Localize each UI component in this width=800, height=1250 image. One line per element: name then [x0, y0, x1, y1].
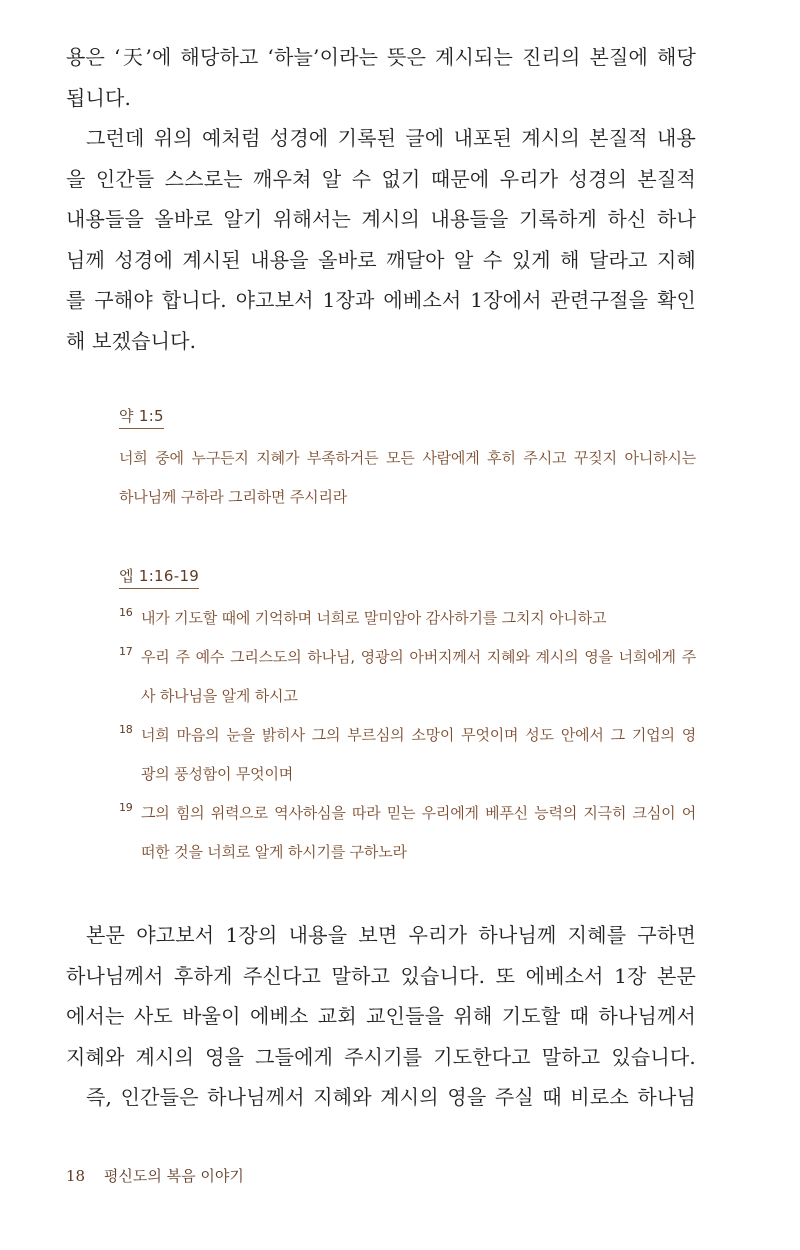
verse-number: 18: [119, 723, 133, 736]
scripture-quote-james: [119, 405, 696, 517]
scripture-quote-ephesians: [119, 565, 696, 872]
body-line: 님께 성경에 계시된 내용을 올바로 깨달아 알 수 있게 해 달라고 지혜: [66, 247, 696, 272]
page-number: 18: [66, 1167, 86, 1185]
body-line: 해 보겠습니다.: [66, 328, 197, 353]
body-line: 즉, 인간들은 하나님께서 지혜와 계시의 영을 주실 때 비로소 하나님: [86, 1085, 696, 1109]
book-page: [66, 0, 696, 1250]
body-line: 에서는 사도 바울이 에베소 교회 교인들을 위해 기도할 때 하나님께서: [66, 1004, 696, 1028]
verse-line: 우리 주 예수 그리스도의 하나님, 영광의 아버지께서 지혜와 계시의 영을 너희에게 주: [141, 648, 696, 666]
body-line: 를 구해야 합니다. 야고보서 1장과 에베소서 1장에서 관련구절을 확인: [66, 288, 696, 312]
verse-line: 그의 힘의 위력으로 역사하심을 따라 믿는 우리에게 베푸신 능력의 지극히 크심이 어: [141, 804, 696, 822]
verse-17: [119, 638, 696, 716]
scripture-reference: 약 1:5: [119, 405, 164, 429]
verse-line: 내가 기도할 때에 기억하며 너희로 말미암아 감사하기를 그치지 아니하고: [141, 609, 607, 627]
book-title: 평신도의 복음 이야기: [103, 1167, 244, 1185]
verse-16: [119, 599, 696, 638]
body-line: 내용들을 올바로 알기 위해서는 계시의 내용들을 기록하게 하신 하나: [66, 207, 696, 231]
body-line: 용은 ‘天’에 해당하고 ‘하늘’이라는 뜻은 계시되는 진리의 본질에 해당: [66, 45, 696, 69]
verse-line: 사 하나님을 알게 하시고: [141, 687, 298, 705]
verse-line: 떠한 것을 너희로 알게 하시기를 구하노라: [141, 843, 407, 861]
quote-line: 하나님께 구하라 그리하면 주시리라: [119, 488, 348, 506]
body-line: 그런데 위의 예처럼 성경에 기록된 글에 내포된 계시의 본질적 내용: [86, 126, 696, 150]
verse-line: 너희 마음의 눈을 밝히사 그의 부르심의 소망이 무엇이며 성도 안에서 그 기업의 영: [141, 726, 696, 744]
body-line: 지혜와 계시의 영을 그들에게 주시기를 기도한다고 말하고 있습니다.: [66, 1044, 696, 1069]
quote-line: 너희 중에 누구든지 지혜가 부족하거든 모든 사람에게 후히 주시고 꾸짖지 아니하시는: [119, 449, 696, 467]
page-footer: [66, 1165, 244, 1186]
body-line: 하나님께서 후하게 주신다고 말하고 있습니다. 또 에베소서 1장 본문: [66, 963, 696, 988]
verse-number: 16: [119, 606, 133, 619]
body-paragraph-top: [66, 37, 696, 361]
scripture-reference: 엡 1:16-19: [119, 565, 199, 589]
body-paragraph-bottom: [66, 915, 696, 1118]
verse-number: 17: [119, 645, 133, 658]
body-line: 을 인간들 스스로는 깨우쳐 알 수 없기 때문에 우리가 성경의 본질적: [66, 166, 696, 191]
verse-line: 광의 풍성함이 무엇이며: [141, 765, 294, 783]
verse-18: [119, 716, 696, 794]
body-line: 본문 야고보서 1장의 내용을 보면 우리가 하나님께 지혜를 구하면: [86, 923, 696, 947]
body-line: 됩니다.: [66, 85, 132, 110]
verse-19: [119, 794, 696, 872]
verse-number: 19: [119, 801, 133, 814]
